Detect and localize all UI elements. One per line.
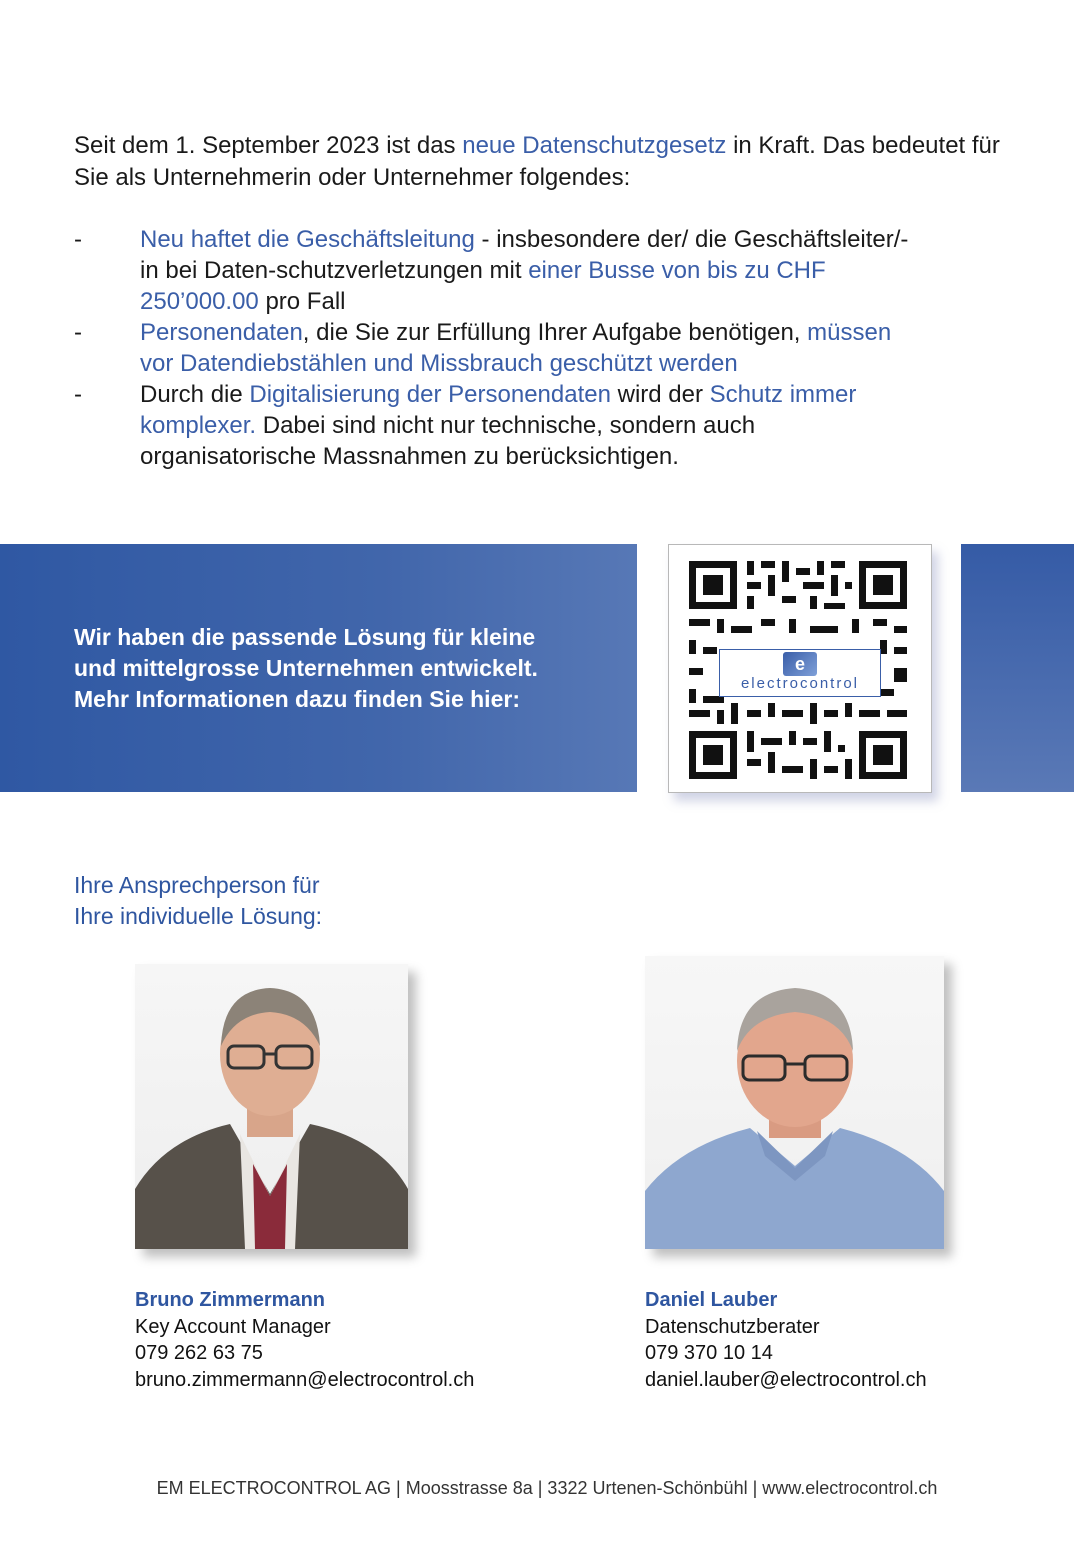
footer: EM ELECTROCONTROL AG | Moosstrasse 8a | 3322 Urtenen-Schönbühl | www.electrocontrol.ch: [156, 1478, 938, 1498]
bullet-text: - insbesondere der/ die Geschäftsleiter/-in bei Daten-schutzverletzungen mit: [140, 226, 909, 284]
logo-text: electrocontrol: [740, 675, 860, 692]
banner-line: und mittelgrosse Unternehmen entwickelt.: [74, 655, 538, 681]
bullet-accent: Schutz immer komplexer.: [140, 381, 857, 439]
intro-text-1: Seit dem 1. September 2023 ist das: [74, 132, 463, 159]
intro-text-2: in Kraft. Das bedeutet für Sie als Unternehmerin oder Unternehmer folgendes:: [74, 132, 1000, 191]
intro-accent: neue Datenschutzgesetz: [462, 132, 727, 159]
bullet-text: pro Fall: [258, 288, 346, 315]
person-phone[interactable]: 079 262 63 75: [135, 1342, 263, 1364]
bullet-dash: -: [74, 319, 82, 346]
contact-card: [645, 1287, 927, 1393]
person-name: Daniel Lauber: [645, 1289, 778, 1311]
intro-paragraph: [74, 130, 1034, 194]
bullet-accent: Personendaten: [140, 319, 303, 346]
bullet-dash: -: [74, 381, 82, 408]
bullet-accent: einer Busse von bis zu CHF 250’000.00: [140, 257, 826, 315]
portrait-icon: [135, 964, 408, 1249]
person-photo: [645, 956, 944, 1249]
banner-right: [961, 544, 1074, 792]
contact-heading-line: Ihre individuelle Lösung:: [74, 903, 323, 929]
banner-line: Wir haben die passende Lösung für kleine: [74, 624, 536, 650]
bullet-accent: müssen vor Datendiebstählen und Missbrauch geschützt werden: [140, 319, 892, 377]
bullet-item: [74, 317, 914, 379]
person-name: Bruno Zimmermann: [135, 1289, 326, 1311]
bullet-item: [74, 379, 914, 472]
portrait-icon: [645, 956, 944, 1249]
bullet-text: , die Sie zur Erfüllung Ihrer Aufgabe benötigen,: [302, 319, 808, 346]
banner-text: [74, 622, 614, 715]
person-email[interactable]: daniel.lauber@electrocontrol.ch: [645, 1368, 927, 1391]
person-photo: [135, 964, 408, 1249]
contact-heading-line: Ihre Ansprechperson für: [74, 872, 320, 898]
qr-code[interactable]: [668, 544, 932, 793]
electrocontrol-logo: [719, 649, 881, 697]
bullet-text: wird der: [610, 381, 710, 408]
bullet-list: [74, 224, 914, 472]
contact-heading: [74, 870, 474, 932]
bullet-text: Dabei sind nicht nur technische, sondern auch organisatorische Massnahmen zu berücksichtigen.: [140, 412, 756, 470]
bullet-text: Durch die: [140, 381, 250, 408]
logo-mark-icon: e: [783, 652, 817, 676]
contact-card: [135, 1287, 474, 1393]
bullet-accent: Digitalisierung der Personendaten: [249, 381, 611, 408]
person-role: Key Account Manager: [135, 1315, 331, 1338]
person-role: Datenschutzberater: [645, 1315, 820, 1338]
person-email[interactable]: bruno.zimmermann@electrocontrol.ch: [135, 1368, 475, 1391]
bullet-item: [74, 224, 914, 317]
banner-line: Mehr Informationen dazu finden Sie hier:: [74, 686, 520, 712]
bullet-dash: -: [74, 226, 82, 253]
bullet-accent: Neu haftet die Geschäftsleitung: [140, 226, 475, 253]
person-phone[interactable]: 079 370 10 14: [645, 1342, 773, 1364]
